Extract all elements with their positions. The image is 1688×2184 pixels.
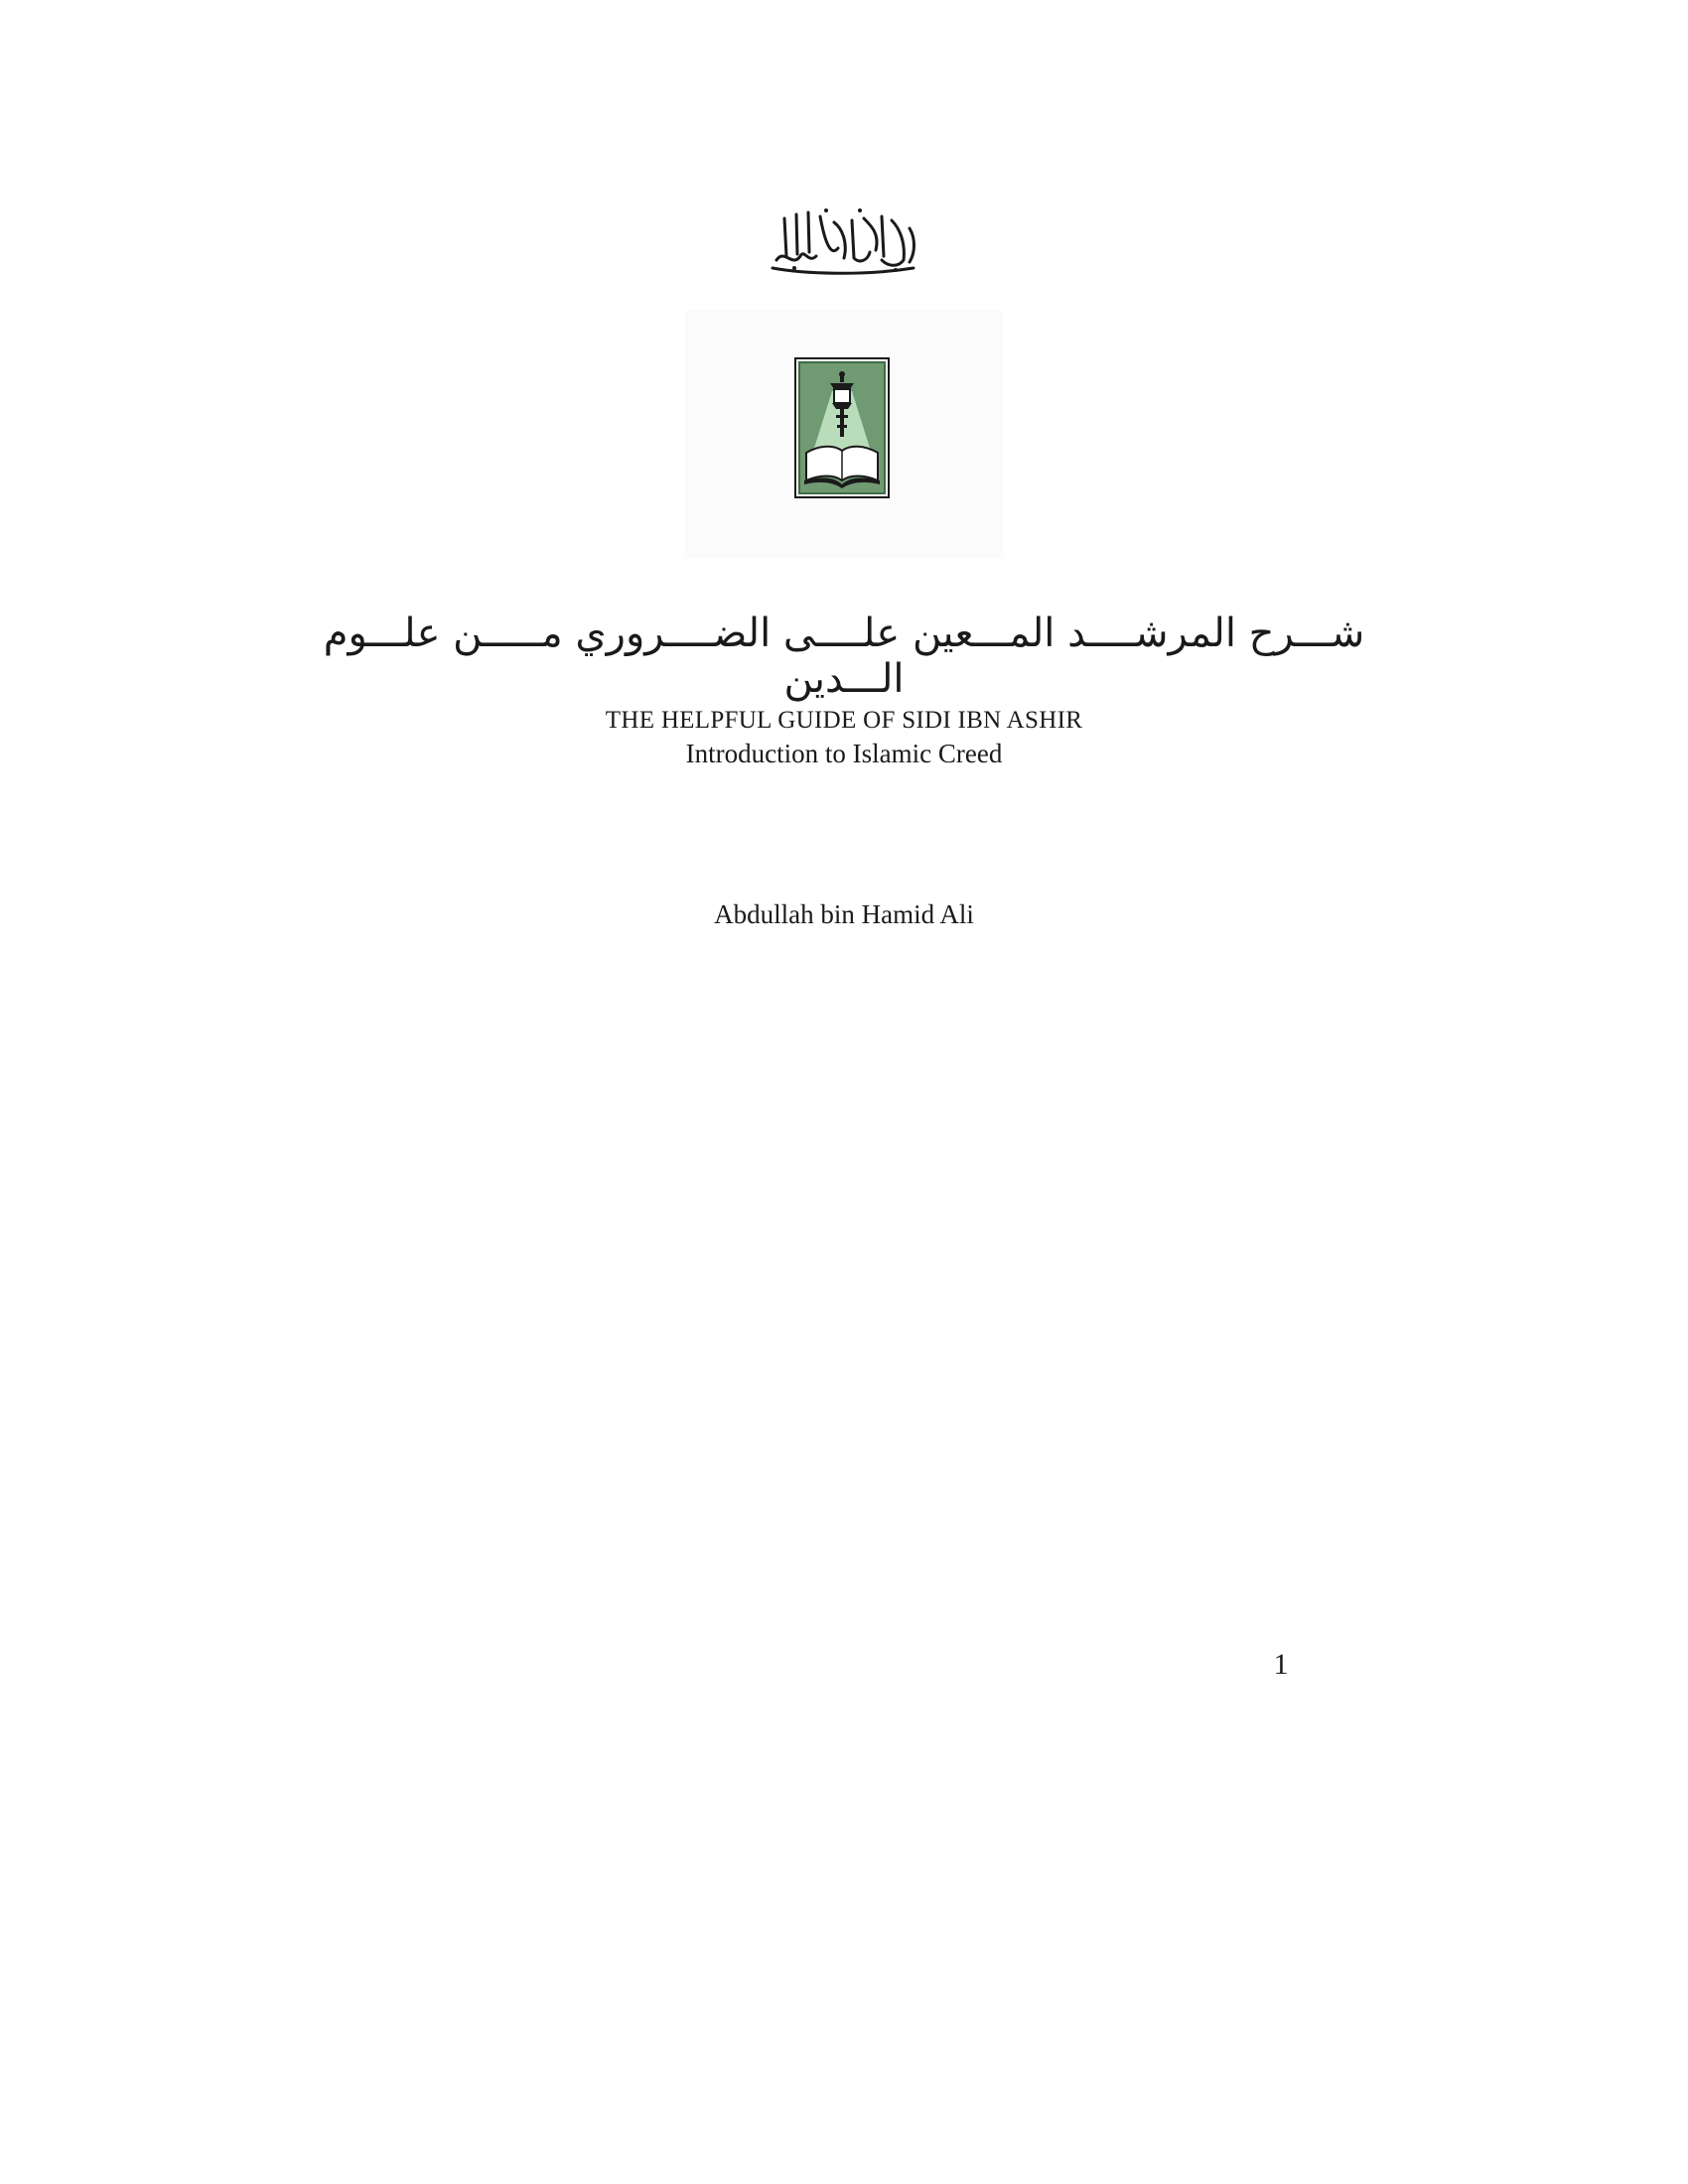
book-title: THE HELPFUL GUIDE OF SIDI IBN ASHIR [605, 707, 1083, 734]
lamp-over-open-book-icon [794, 357, 890, 498]
book-subtitle: Introduction to Islamic Creed [685, 739, 1003, 768]
page-number: 1 [1273, 1648, 1289, 1681]
author-name: Abdullah bin Hamid Ali [714, 899, 974, 929]
basmala-calligraphy-icon [765, 199, 923, 278]
logo-container [685, 310, 1003, 558]
arabic-title: شـــرح المرشــــد المـــعين علــــى الضــــروري مـــــن علـــوم الـــدين [323, 611, 1365, 702]
